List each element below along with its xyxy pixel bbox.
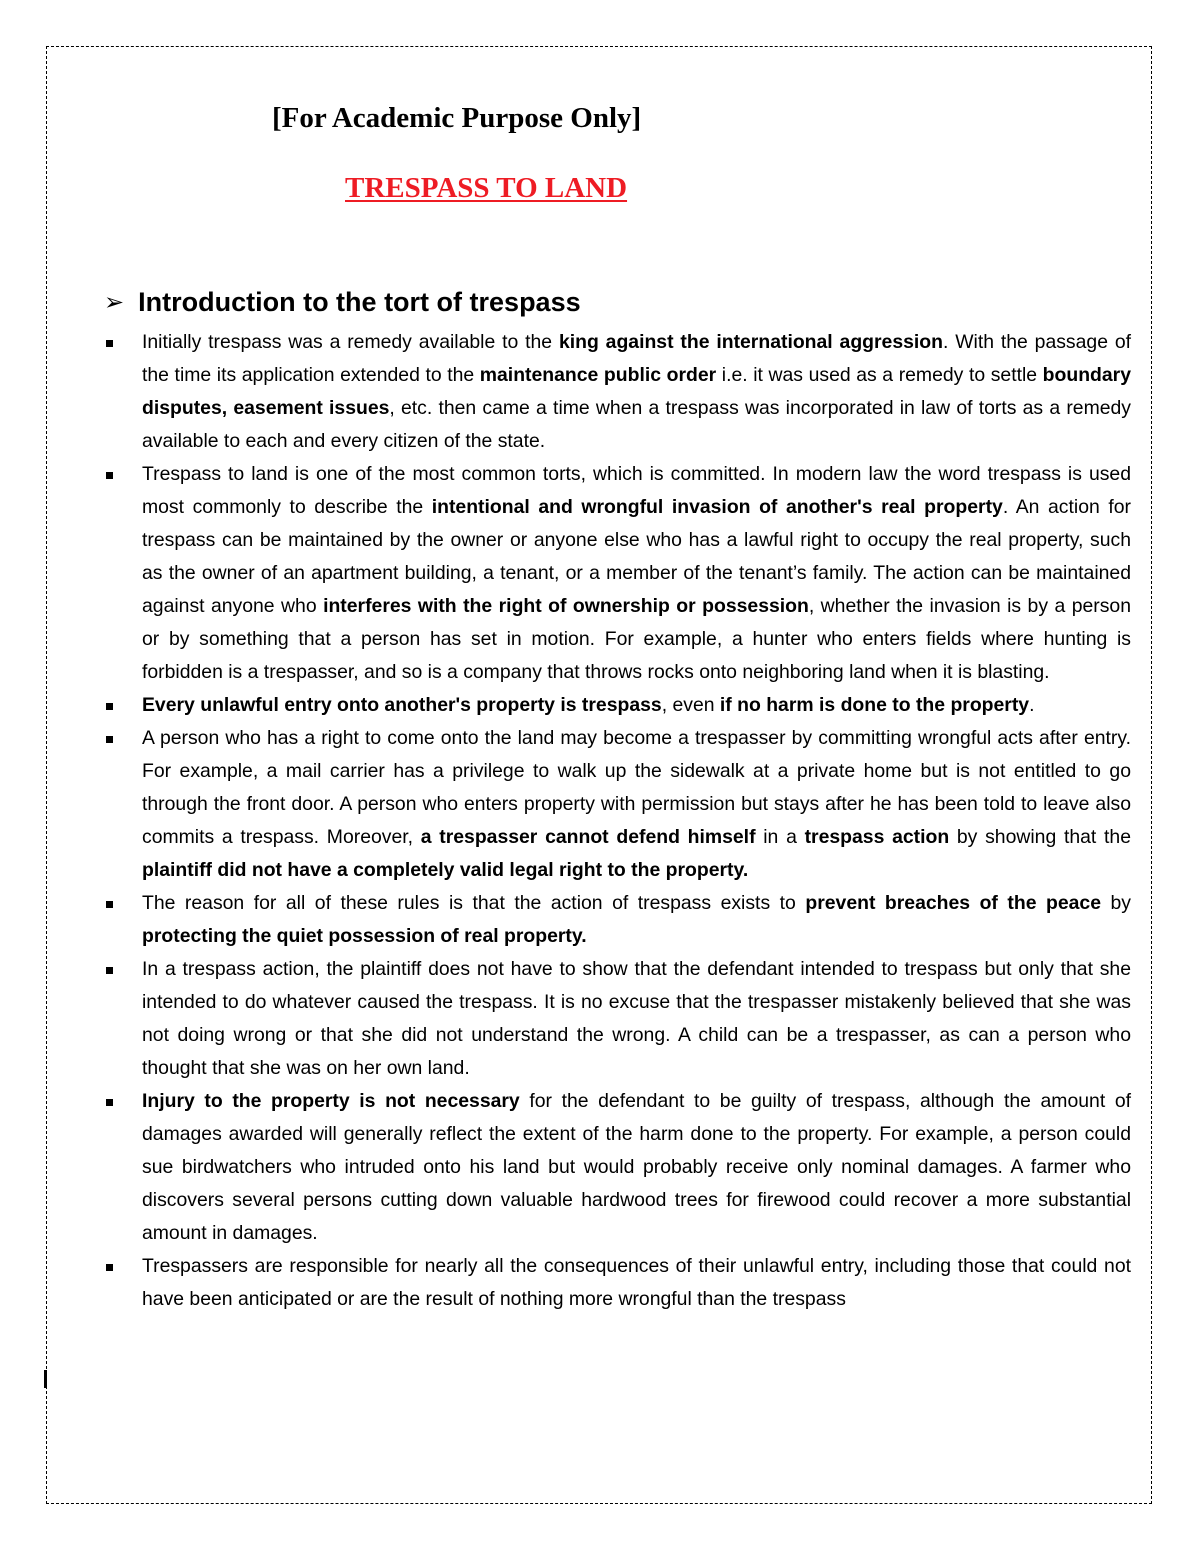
bullet-list: [104, 326, 1131, 1316]
text-run: . With the passage of the time its application extended to the: [142, 331, 1132, 386]
list-item: [104, 953, 1131, 1085]
text-run: In a trespass action, the plaintiff does not have to show that the defendant intended to trespass but only that she intended to do whatever caused the trespass. It is no excuse that the trespasser mistakenly believed that she was not doing wrong or that she did not understand the wrong. A child can be a trespasser, as can a person who thought that she was on her own land.: [142, 958, 1131, 1079]
arrow-bullet-icon: ➢: [104, 288, 125, 316]
bold-text-run: plaintiff did not have a completely valid legal right to the property.: [142, 859, 749, 881]
text-run: , etc. then came a time when a trespass was incorporated in law of torts as a remedy available to each and every citizen of the state.: [142, 397, 1131, 452]
square-bullet-icon: [106, 967, 113, 974]
list-item: [104, 689, 1131, 722]
section-heading: [104, 284, 581, 320]
page-title: TRESPASS TO LAND: [345, 172, 628, 204]
text-run: by showing that the: [949, 826, 1131, 848]
bold-text-run: protecting the quiet possession of real property.: [142, 925, 587, 947]
text-run: i.e. it was used as a remedy to settle: [716, 364, 1043, 386]
bold-text-run: interferes with the right of ownership or possession: [323, 595, 809, 617]
text-run: . An action for trespass can be maintained by the owner or anyone else who has a lawful right to occupy the real property, such as the owner of an apartment building, a tenant, or a member of the tenant’s family. The action can be maintained against anyone who: [142, 496, 1131, 617]
academic-purpose-note: [For Academic Purpose Only]: [272, 102, 642, 134]
list-item: [104, 722, 1131, 887]
square-bullet-icon: [106, 901, 113, 908]
text-run: by: [1101, 892, 1131, 914]
list-item: [104, 1250, 1131, 1316]
bold-text-run: a trespasser cannot defend himself: [420, 826, 756, 848]
text-run: , whether the invasion is by a person or by something that a person has set in motion. For example, a hunter who enters fields where hunting is forbidden is a trespasser, and so is a company that throws rocks onto neighboring land when it is blasting.: [142, 595, 1131, 683]
text-run: A person who has a right to come onto the land may become a trespasser by committing wrongful acts after entry. For example, a mail carrier has a privilege to walk up the sidewalk at a private home but is not entitled to go through the front door. A person who enters property with permission but stays after he has been told to leave also commits a trespass. Moreover,: [142, 727, 1131, 848]
bold-text-run: king against the international aggression: [558, 331, 943, 353]
bold-text-run: boundary disputes, easement issues: [142, 364, 1131, 419]
text-run: Initially trespass was a remedy available to the: [142, 331, 559, 353]
text-run: Trespassers are responsible for nearly all the consequences of their unlawful entry, including those that could not have been anticipated or are the result of nothing more wrongful than the trespass: [142, 1255, 1131, 1310]
bold-text-run: Every unlawful entry onto another's property is trespass: [142, 694, 662, 716]
text-run: .: [1029, 694, 1035, 716]
bold-text-run: intentional and wrongful invasion of another's real property: [431, 496, 1003, 518]
section-heading-text: Introduction to the tort of trespass: [138, 287, 581, 317]
bold-text-run: if no harm is done to the property: [719, 694, 1030, 716]
text-run: The reason for all of these rules is that the action of trespass exists to: [142, 892, 806, 914]
text-run: , even: [661, 694, 720, 716]
list-item: [104, 326, 1131, 458]
list-item: [104, 458, 1131, 689]
text-run: in a: [755, 826, 805, 848]
square-bullet-icon: [106, 1099, 113, 1106]
text-run: for the defendant to be guilty of trespass, although the amount of damages awarded will generally reflect the extent of the harm done to the property. For example, a person could sue birdwatchers who intruded onto his land but would probably receive only nominal damages. A farmer who discovers several persons cutting down valuable hardwood trees for firewood could recover a more substantial amount in damages.: [142, 1090, 1131, 1244]
square-bullet-icon: [106, 736, 113, 743]
bold-text-run: prevent breaches of the peace: [805, 892, 1101, 914]
square-bullet-icon: [106, 340, 113, 347]
bold-text-run: maintenance public order: [479, 364, 717, 386]
square-bullet-icon: [106, 1264, 113, 1271]
square-bullet-icon: [106, 472, 113, 479]
document-body: [104, 326, 1131, 1316]
text-run: Trespass to land is one of the most common torts, which is committed. In modern law the word trespass is used most commonly to describe the: [142, 463, 1131, 518]
list-item: [104, 1085, 1131, 1250]
margin-mark: [44, 1370, 47, 1388]
square-bullet-icon: [106, 703, 113, 710]
list-item: [104, 887, 1131, 953]
bold-text-run: trespass action: [804, 826, 950, 848]
bold-text-run: Injury to the property is not necessary: [142, 1090, 520, 1112]
